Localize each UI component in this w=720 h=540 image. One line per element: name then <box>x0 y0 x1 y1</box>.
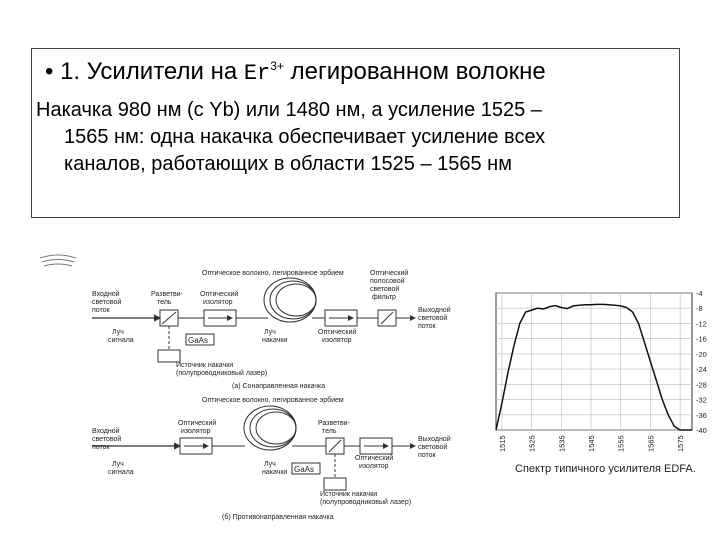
y-tick-label: -16 <box>696 334 707 344</box>
input-label-a: Входной <box>92 291 120 298</box>
signal-label-b: Луч <box>112 461 124 468</box>
x-tick-label: 1535 <box>557 435 567 452</box>
output-label-b: Выходной <box>418 436 451 443</box>
svg-text:изолятор: изолятор <box>322 337 352 344</box>
y-tick-label: -24 <box>696 365 707 375</box>
svg-text:поток: поток <box>92 444 110 451</box>
svg-text:световой: световой <box>370 286 400 293</box>
signal-label-a: Луч <box>112 329 124 336</box>
fiber-label-a: Оптическое волокно, легированное эрбием <box>202 270 344 277</box>
fiber-coil-a <box>264 278 316 322</box>
x-tick-label: 1545 <box>587 435 597 452</box>
fiber-label-b: Оптическое волокно, легированное эрбием <box>202 397 344 404</box>
pump-beam-label-b: Луч <box>264 461 276 468</box>
chart-x-ticks <box>498 435 685 452</box>
svg-text:полосовой: полосовой <box>370 278 405 285</box>
x-tick-label: 1525 <box>527 435 537 452</box>
gaas-label-b: GaAs <box>294 465 315 474</box>
isolator2-label-a: Оптический <box>318 329 357 336</box>
y-tick-label: -20 <box>696 349 707 359</box>
pump-source-label-b: Источник накачки <box>320 491 378 498</box>
splitter-label-a: Разветви- <box>151 291 183 298</box>
gaas-label-a: GaAs <box>188 336 209 345</box>
x-tick-label: 1555 <box>616 435 626 452</box>
svg-text:световой: световой <box>418 315 448 322</box>
svg-text:поток: поток <box>92 307 110 314</box>
svg-text:поток: поток <box>418 452 436 459</box>
svg-text:световой: световой <box>92 299 122 306</box>
caption-b: (б) Противонаправленная накачка <box>222 514 334 521</box>
svg-text:изолятор: изолятор <box>359 463 389 470</box>
isolator2-label-b: Оптический <box>355 455 394 462</box>
svg-text:фильтр: фильтр <box>372 294 396 301</box>
svg-text:накачки: накачки <box>262 337 288 344</box>
y-tick-label: -40 <box>696 426 707 435</box>
isolator1-label-b: Оптический <box>178 420 217 427</box>
y-tick-label: -32 <box>696 395 707 405</box>
output-label-a: Выходной <box>418 307 451 314</box>
y-tick-label: -4 <box>696 289 703 298</box>
pump-laser-box-a <box>158 350 180 362</box>
svg-text:поток: поток <box>418 323 436 330</box>
svg-text:световой: световой <box>418 444 448 451</box>
x-tick-label: 1515 <box>497 435 507 452</box>
title-superscript: 3+ <box>270 59 284 73</box>
svg-text:(полупроводниковый лазер): (полупроводниковый лазер) <box>320 499 412 506</box>
chart-title: Спектр типичного усилителя EDFA. <box>515 463 696 475</box>
edfa-spectrum-chart <box>496 289 707 475</box>
y-tick-label: -8 <box>696 304 703 314</box>
y-tick-label: -12 <box>696 319 707 329</box>
svg-text:тель: тель <box>157 299 172 306</box>
scan-mark-icon <box>40 255 76 266</box>
body-line-1: Накачка 980 нм (с Yb) или 1480 нм, а усиление 1525 – <box>36 99 542 121</box>
splitter-label-b: Разветви- <box>318 420 350 427</box>
body-line-2: 1565 нм: одна накачка обеспечивает усиление всех <box>64 126 546 148</box>
fiber-coil-b <box>244 406 296 450</box>
y-tick-label: -36 <box>696 410 707 420</box>
svg-text:сигнала: сигнала <box>108 337 134 344</box>
svg-text:сигнала: сигнала <box>108 469 134 476</box>
filter-label-a: Оптический <box>370 270 409 277</box>
x-tick-label: 1575 <box>676 435 686 452</box>
y-tick-label: -28 <box>696 380 707 390</box>
input-label-b: Входной <box>92 428 120 435</box>
svg-text:изолятор: изолятор <box>181 428 211 435</box>
pump-laser-box-b <box>324 478 346 490</box>
svg-text:световой: световой <box>92 436 122 443</box>
pump-source-label-a: Источник накачки <box>176 362 234 369</box>
chart-y-ticks <box>696 289 707 435</box>
x-tick-label: 1565 <box>646 435 656 452</box>
isolator1-label-a: Оптический <box>200 291 239 298</box>
caption-a: (а) Сонаправленная накачка <box>232 383 326 390</box>
svg-text:изолятор: изолятор <box>203 299 233 306</box>
svg-text:(полупроводниковый лазер): (полупроводниковый лазер) <box>176 370 268 377</box>
title-suffix: легированном волокне <box>283 58 546 85</box>
title-prefix: • 1. Усилители на <box>45 58 244 85</box>
diagram-counter-directional <box>92 396 451 521</box>
body-line-3: каналов, работающих в области 1525 – 1565 нм <box>64 153 512 175</box>
svg-text:тель: тель <box>322 428 337 435</box>
pump-beam-label-a: Луч <box>264 329 276 336</box>
title-element: Er <box>243 61 271 86</box>
svg-text:накачки: накачки <box>262 469 288 476</box>
diagram-co-directional <box>92 269 451 390</box>
